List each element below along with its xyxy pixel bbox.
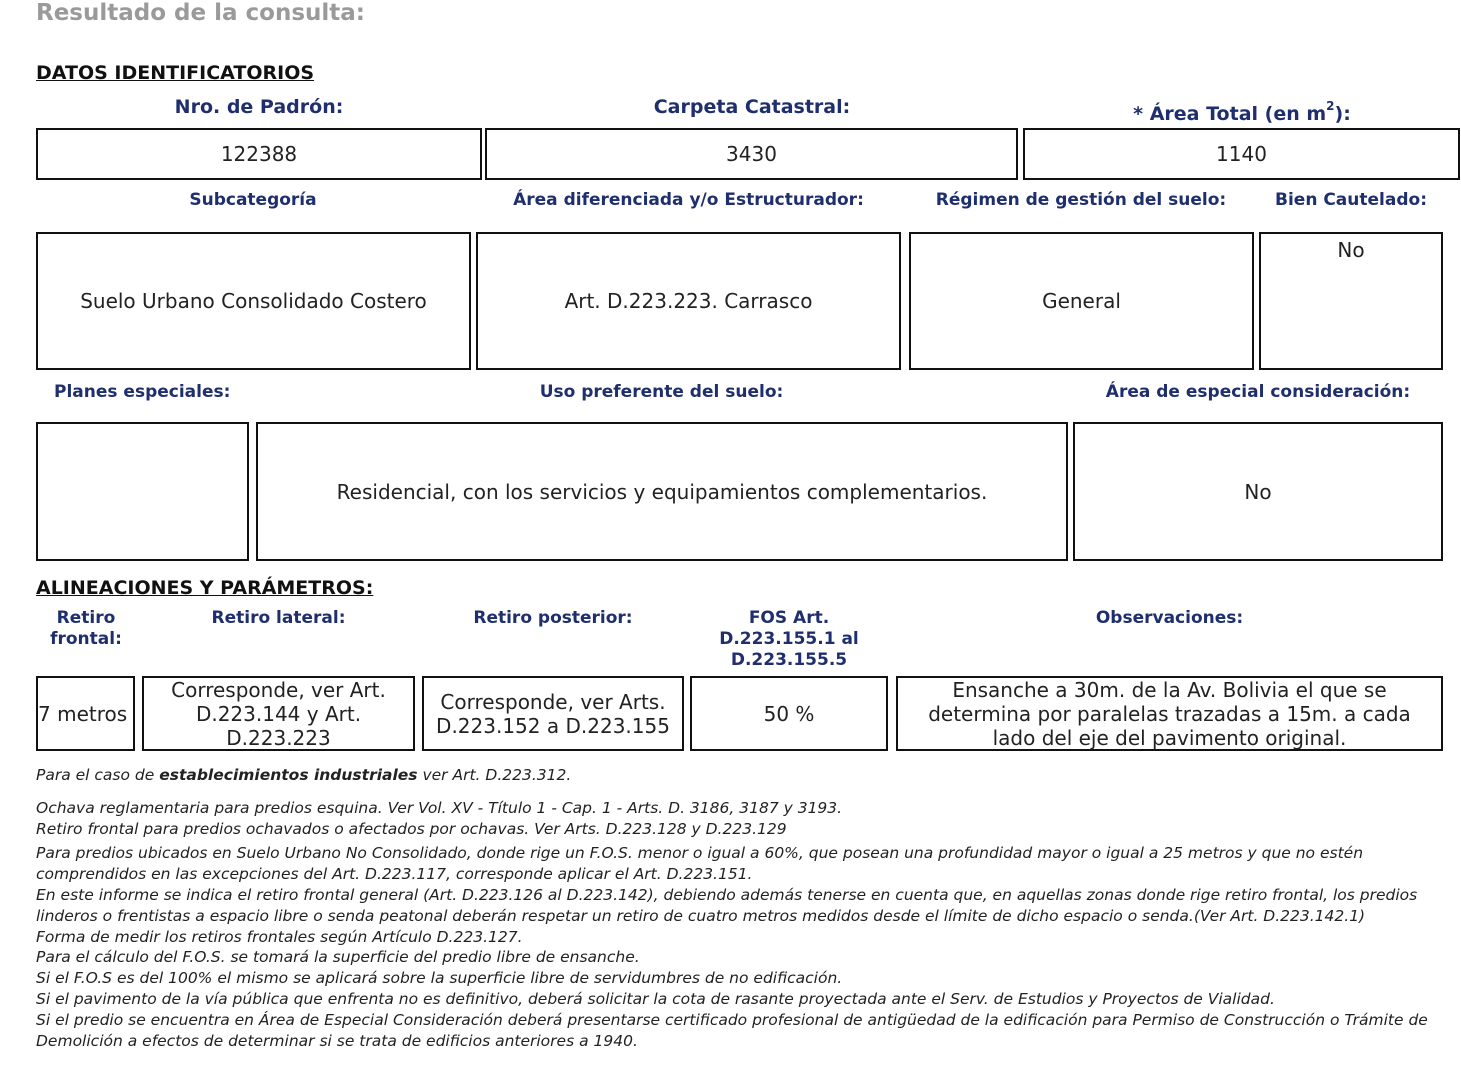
regimen-label: Régimen de gestión del suelo: — [935, 190, 1227, 210]
note-line: Forma de medir los retiros frontales según Artículo D.223.127. — [36, 927, 523, 946]
note-line: Para predios ubicados en Suelo Urbano No Consolidado, donde rige un F.O.S. menor o igual a 60%, que posean una profundidad mayor o igual a 25 metros y que no estén comprendidos en las excepciones del Art. D.223.117, corresponde aplicar el Art. D.223.151. — [36, 844, 1364, 884]
bien-cautelado-value: No — [1259, 232, 1443, 370]
uso-preferente-label: Uso preferente del suelo: — [539, 382, 784, 402]
note-line: Ochava reglamentaria para predios esquina. Ver Vol. XV - Título 1 - Cap. 1 - Arts. D. 3186, 3187 y 3193. — [36, 798, 843, 817]
note-industrial: Para el caso de establecimientos industriales ver Art. D.223.312. — [36, 766, 572, 784]
subcategoria-label: Subcategoría — [189, 190, 317, 210]
note-line: Si el pavimento de la vía pública que enfrenta no es definitivo, deberá solicitar la cota de rasante proyectada ante el Serv. de Estudios y Proyectos de Vialidad. — [36, 989, 1275, 1008]
area-total-label: * Área Total (en $m^2$): — [1133, 99, 1351, 125]
uso-preferente-value: Residencial, con los servicios y equipamientos complementarios. — [256, 422, 1068, 561]
retiro-posterior-label: Retiro posterior: — [473, 608, 633, 628]
retiro-posterior-value: Corresponde, ver Arts. D.223.152 a D.223.155 — [422, 676, 684, 751]
retiro-lateral-label: Retiro lateral: — [211, 608, 346, 628]
note-line: Si el predio se encuentra en Área de Especial Consideración deberá presentarse certificado profesional de antigüedad de la edificación para Permiso de Construcción o Trámite de Demolición a efectos de determinar si se trata de edificios anteriores a 1940. — [36, 1010, 1428, 1050]
page-title: Resultado de la consulta: — [36, 0, 365, 26]
regimen-value: General — [909, 232, 1254, 370]
area-especial-label: Área de especial consideración: — [1105, 382, 1411, 402]
area-especial-value: No — [1073, 422, 1443, 561]
planes-especiales-label: Planes especiales: — [54, 382, 231, 402]
retiro-lateral-value: Corresponde, ver Art. D.223.144 y Art. D.223.223 — [142, 676, 415, 751]
note-line: Para el cálculo del F.O.S. se tomará la superficie del predio libre de ensanche. — [36, 948, 640, 967]
planes-especiales-value — [36, 422, 249, 561]
retiro-frontal-value: 7 metros — [36, 676, 135, 751]
padron-value: 122388 — [36, 128, 482, 180]
padron-label: Nro. de Padrón: — [174, 96, 344, 118]
datos-identificatorios-heading: DATOS IDENTIFICATORIOS — [36, 62, 315, 84]
note-line: Retiro frontal para predios ochavados o afectados por ochavas. Ver Arts. D.223.128 y D.223.129 — [36, 819, 787, 838]
fos-value: 50 % — [690, 676, 888, 751]
subcategoria-value: Suelo Urbano Consolidado Costero — [36, 232, 471, 370]
note-line: En este informe se indica el retiro frontal general (Art. D.223.126 al D.223.142), debiendo además tenerse en cuenta que, en aquellas zonas donde rige retiro frontal, los predios linderos o frentistas a espacio libre o senda peatonal deberán respetar un retiro de cuatro metros medidos desde el límite de dicho espacio o senda.(Ver Art. D.223.142.1) — [36, 885, 1418, 925]
fos-label: FOS Art. D.223.155.1 al D.223.155.5 — [719, 608, 859, 670]
area-total-value: 1140 — [1023, 128, 1460, 180]
notes-block — [36, 765, 1436, 1051]
observaciones-label: Observaciones: — [1095, 608, 1244, 628]
observaciones-value: Ensanche a 30m. de la Av. Bolivia el que se determina por paralelas trazadas a 15m. a cada lado del eje del pavimento original. — [896, 676, 1443, 751]
bien-cautelado-label: Bien Cautelado: — [1275, 190, 1427, 210]
alineaciones-heading: ALINEACIONES Y PARÁMETROS: — [36, 577, 374, 599]
note-line: Si el F.O.S es del 100% el mismo se aplicará sobre la superficie libre de servidumbres de no edificación. — [36, 969, 843, 988]
area-diferenciada-value: Art. D.223.223. Carrasco — [476, 232, 901, 370]
area-diferenciada-label: Área diferenciada y/o Estructurador: — [513, 190, 864, 210]
carpeta-value: 3430 — [485, 128, 1018, 180]
carpeta-label: Carpeta Catastral: — [653, 96, 851, 118]
retiro-frontal-label: Retiro frontal: — [50, 608, 122, 649]
